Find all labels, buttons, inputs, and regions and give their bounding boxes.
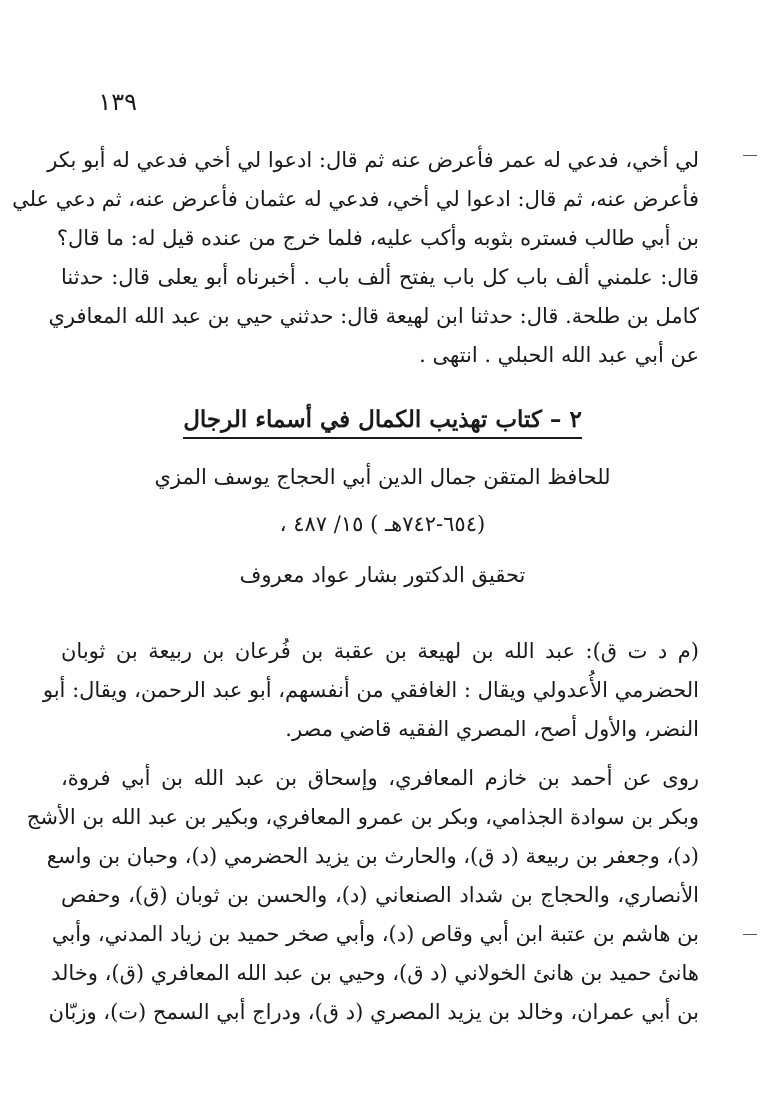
text-line: الأنصاري، والحجاج بن شداد الصنعاني (د)، والحسن بن ثوبان (ق)، وحفص xyxy=(61,883,699,907)
text-line: بن أبي عمران، وخالد بن يزيد المصري (د ق)، ودراج أبي السمح (ت)، وزبّان xyxy=(48,1000,699,1024)
page-number: ١٣٩ xyxy=(98,88,137,116)
margin-mark-top xyxy=(743,155,757,156)
text-line: (م د ت ق): عبد الله بن لهيعة بن عقبة بن فُرعان بن ربيعة بن ثوبان xyxy=(61,639,699,663)
text-line: (د)، وجعفر بن ربيعة (د ق)، والحارث بن يزيد الحضرمي (د)، وحبان بن واسع xyxy=(46,844,699,868)
paragraph-narrators-list xyxy=(26,759,699,1032)
text-line: النضر، والأول أصح، المصري الفقيه قاضي مصر. xyxy=(285,717,699,741)
text-line: عن أبي عبد الله الحبلي . انتهى . xyxy=(419,343,699,367)
paragraph-hadith-text xyxy=(12,141,699,375)
title-underline xyxy=(183,437,582,439)
section-heading xyxy=(0,406,765,437)
editor-line: تحقيق الدكتور بشار عواد معروف xyxy=(239,563,526,587)
paragraph-biography-intro xyxy=(42,632,699,749)
text-line: الحضرمي الأُعدولي ويقال : الغافقي من أنفسهم، أبو عبد الرحمن، ويقال: أبو xyxy=(42,678,699,702)
text-line: هانئ حميد بن هانئ الخولاني (د ق)، وحيي بن عبد الله المعافري (ق)، وخالد xyxy=(51,961,699,985)
author-line: للحافظ المتقن جمال الدين أبي الحجاج يوسف المزي xyxy=(154,465,611,489)
section-title xyxy=(183,406,582,437)
margin-mark-bottom xyxy=(743,934,757,935)
text-line: بن هاشم بن عتبة ابن أبي وقاص (د)، وأبي صخر حميد بن زياد المدني، وأبي xyxy=(51,922,699,946)
text-line: لي أخي، فدعي له عمر فأعرض عنه ثم قال: ادعوا لي أخي فدعي له أبو بكر xyxy=(47,148,699,172)
reference-line: (٦٥٤-٧٤٢هـ ) ١٥/ ٤٨٧ ، xyxy=(279,512,486,536)
text-line: بن أبي طالب فستره بثوبه وأكب عليه، فلما خرج من عنده قيل له: ما قال؟ xyxy=(56,226,699,250)
text-line: قال: علمني ألف باب كل باب يفتح ألف باب . أخبرناه أبو يعلى قال: حدثنا xyxy=(61,265,699,289)
text-line: وبكر بن سوادة الجذامي، وبكر بن عمرو المعافري، وبكير بن عبد الله بن الأشج xyxy=(26,805,699,829)
section-title-text: ٢ – كتاب تهذيب الكمال في أسماء الرجال xyxy=(183,406,582,433)
text-line: روى عن أحمد بن خازم المعافري، وإسحاق بن عبد الله بن أبي فروة، xyxy=(61,766,699,790)
text-line: كامل بن طلحة. قال: حدثنا ابن لهيعة قال: حدثني حيي بن عبد الله المعافري xyxy=(48,304,699,328)
text-line: فأعرض عنه، ثم قال: ادعوا لي أخي، فدعي له عثمان فأعرض عنه، ثم دعي علي xyxy=(12,187,699,211)
